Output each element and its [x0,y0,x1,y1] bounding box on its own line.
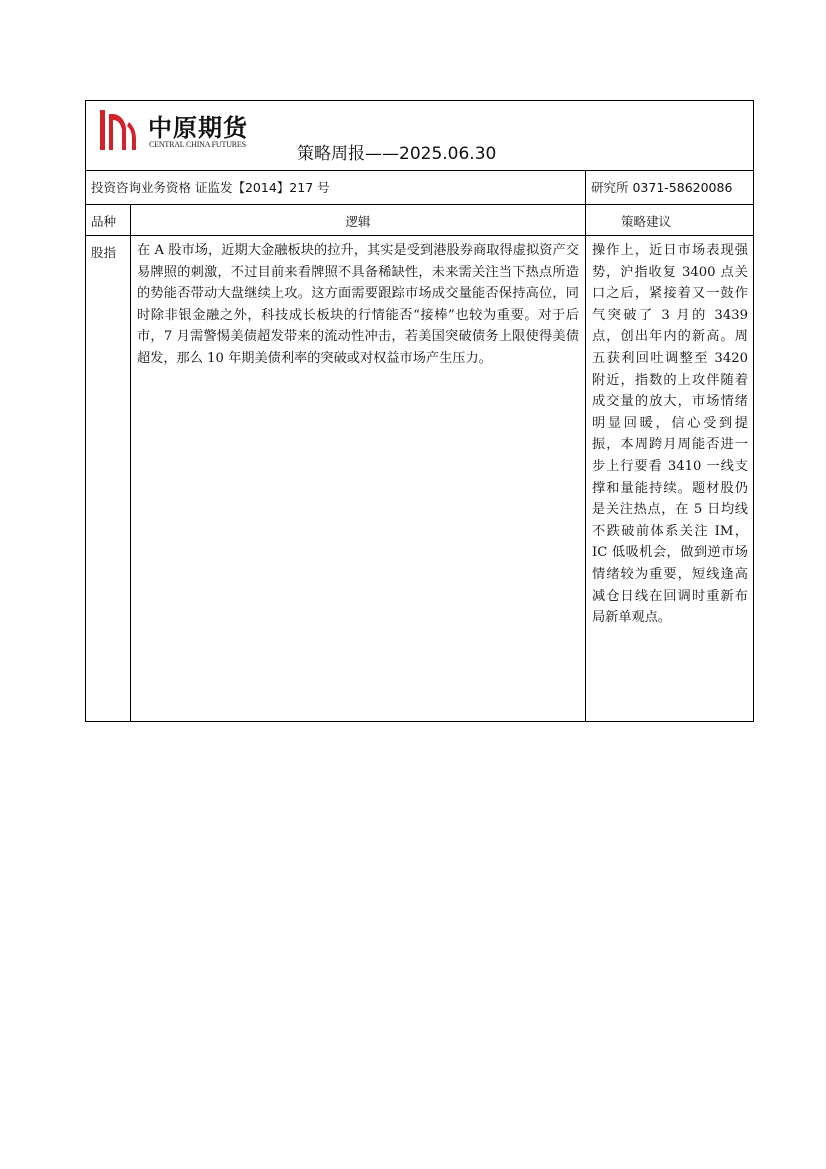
logo-english-text: CENTRAL CHINA FUTURES [149,140,246,149]
info-row [86,171,753,205]
report-table [85,100,754,722]
logic-cell [131,236,586,721]
variety-cell: 股指 [86,236,131,721]
logo-chinese-text: 中原期货 [148,113,248,142]
report-title: 策略周报——2025.06.30 [297,144,497,164]
column-header-logic: 逻辑 [131,205,586,235]
column-header-variety: 品种 [86,205,131,235]
table-row [86,236,753,721]
report-header [86,101,753,171]
license-info: 投资咨询业务资格 证监发【2014】217 号 [86,171,586,204]
contact-info: 研究所 0371-58620086 [591,180,733,195]
column-header-strategy: 策略建议 [621,214,672,229]
logo-mark-icon [100,110,138,150]
strategy-cell [586,236,753,721]
strategy-text: 操作上，近日市场表现强势，沪指收复 3400 点关口之后，紧接着又一鼓作气突破了 3 月的 3439 点，创出年内的新高。周五获利回吐调整至 3420 附近，指数的上攻伴随着成交量的放大，市场情绪明显回暖，信心受到提振，本周跨月周能否进一步上行要看 3410 一线支撑和量能持续。题材股仍是关注热点，在 5 日均线不跌破前体系关注 IM，IC 低吸机会，做到逆市场情绪较为重要，短线逢高减仓日线在回调时重新布局新单观点。 [592,243,748,626]
table-header-row [86,205,753,236]
logic-text: 在 A 股市场，近期大金融板块的拉升，其实是受到港股券商取得虚拟资产交易牌照的刺激，不过目前来看牌照不具备稀缺性，未来需关注当下热点所造的势能否带动大盘继续上攻。这方面需要跟踪市场成交量能否保持高位，同时除非银金融之外，科技成长板块的行情能否“接棒”也较为重要。对于后市，7 月需警惕美债超发带来的流动性冲击，若美国突破债务上限使得美债超发，那么 10 年期美债利率的突破或对权益市场产生压力。 [137,243,579,366]
company-logo [100,110,260,150]
